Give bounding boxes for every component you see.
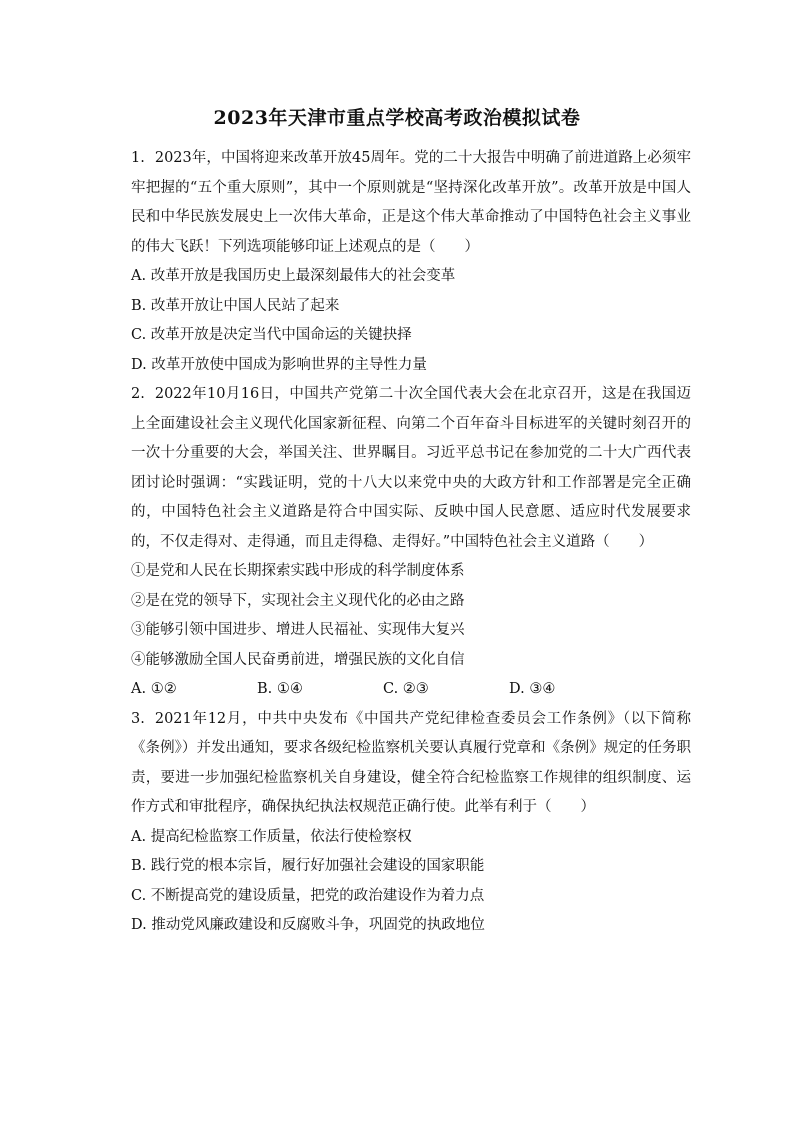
question-stem-text: 2021年12月，中共中央发布《中国共产党纪律检查委员会工作条例》（以下简称《条例》）并发出通知，要求各级纪检监察机关要认真履行党章和《条例》规定的任务职责，要进一步加强纪检监察机关自身建设，健全符合纪检监察工作规律的组织制度、运作方式和审批程序，确保执纪执法权规范正确行使。此举有利于（ ） bbox=[131, 710, 691, 815]
option-a: A. 改革开放是我国历史上最深刻最伟大的社会变革 bbox=[131, 268, 456, 284]
statement-3: ③能够引领中国进步、增进人民福祉、实现伟大复兴 bbox=[131, 622, 465, 638]
question-stem-text: 2023年，中国将迎来改革开放45周年。党的二十大报告中明确了前进道路上必须牢牢把握的“五个重大原则”，其中一个原则就是“坚持深化改革开放”。改革开放是中国人民和中华民族发展史上一次伟大革命，正是这个伟大革命推动了中国特色社会主义事业的伟大飞跃！下列选项能够印证上述观点的是（ ） bbox=[131, 150, 691, 255]
statement-2: ②是在党的领导下，实现社会主义现代化的必由之路 bbox=[131, 592, 465, 609]
option-d: D. 推动党风廉政建设和反腐败斗争，巩固党的执政地位 bbox=[131, 917, 485, 933]
option-b: B. 践行党的根本宗旨，履行好加强社会建设的国家职能 bbox=[131, 858, 485, 874]
option-a: A. 提高纪检监察工作质量，依法行使检察权 bbox=[131, 828, 412, 845]
question-list bbox=[131, 144, 691, 941]
option-a: A. ①② bbox=[131, 681, 177, 697]
question-stem bbox=[131, 380, 691, 557]
question-3 bbox=[131, 705, 691, 941]
question-1 bbox=[131, 144, 691, 380]
question-stem bbox=[131, 144, 691, 262]
option-d: D. 改革开放使中国成为影响世界的主导性力量 bbox=[131, 356, 427, 373]
question-number: 1. bbox=[131, 150, 145, 166]
page-title: 2023年天津市重点学校高考政治模拟试卷 bbox=[213, 107, 581, 129]
option-b: B. ①④ bbox=[257, 681, 303, 697]
option-c: C. ②③ bbox=[383, 681, 429, 697]
question-number: 2. bbox=[131, 386, 145, 402]
statement-1: ①是党和人民在长期探索实践中形成的科学制度体系 bbox=[131, 563, 465, 579]
option-c: C. 不断提高党的建设质量，把党的政治建设作为着力点 bbox=[131, 887, 485, 904]
option-c: C. 改革开放是决定当代中国命运的关键抉择 bbox=[131, 327, 412, 343]
question-number: 3. bbox=[131, 710, 145, 727]
question-stem bbox=[131, 705, 691, 823]
question-2 bbox=[131, 380, 691, 705]
statement-4: ④能够激励全国人民奋勇前进，增强民族的文化自信 bbox=[131, 651, 465, 668]
option-b: B. 改革开放让中国人民站了起来 bbox=[131, 297, 340, 314]
question-stem-text: 2022年10月16日，中国共产党第二十次全国代表大会在北京召开，这是在我国迈上全面建设社会主义现代化国家新征程、向第二个百年奋斗目标进军的关键时刻召开的一次十分重要的大会，举国关注、世界瞩目。习近平总书记在参加党的二十大广西代表团讨论时强调：“实践证明，党的十八大以来党中央的大政方针和工作部署是完全正确的，中国特色社会主义道路是符合中国实际、反映中国人民意愿、适应时代发展要求的，不仅走得对、走得通，而且走得稳、走得好。”中国特色社会主义道路（ ） bbox=[131, 386, 691, 550]
option-d: D. ③④ bbox=[509, 681, 556, 697]
option-row bbox=[131, 675, 691, 705]
